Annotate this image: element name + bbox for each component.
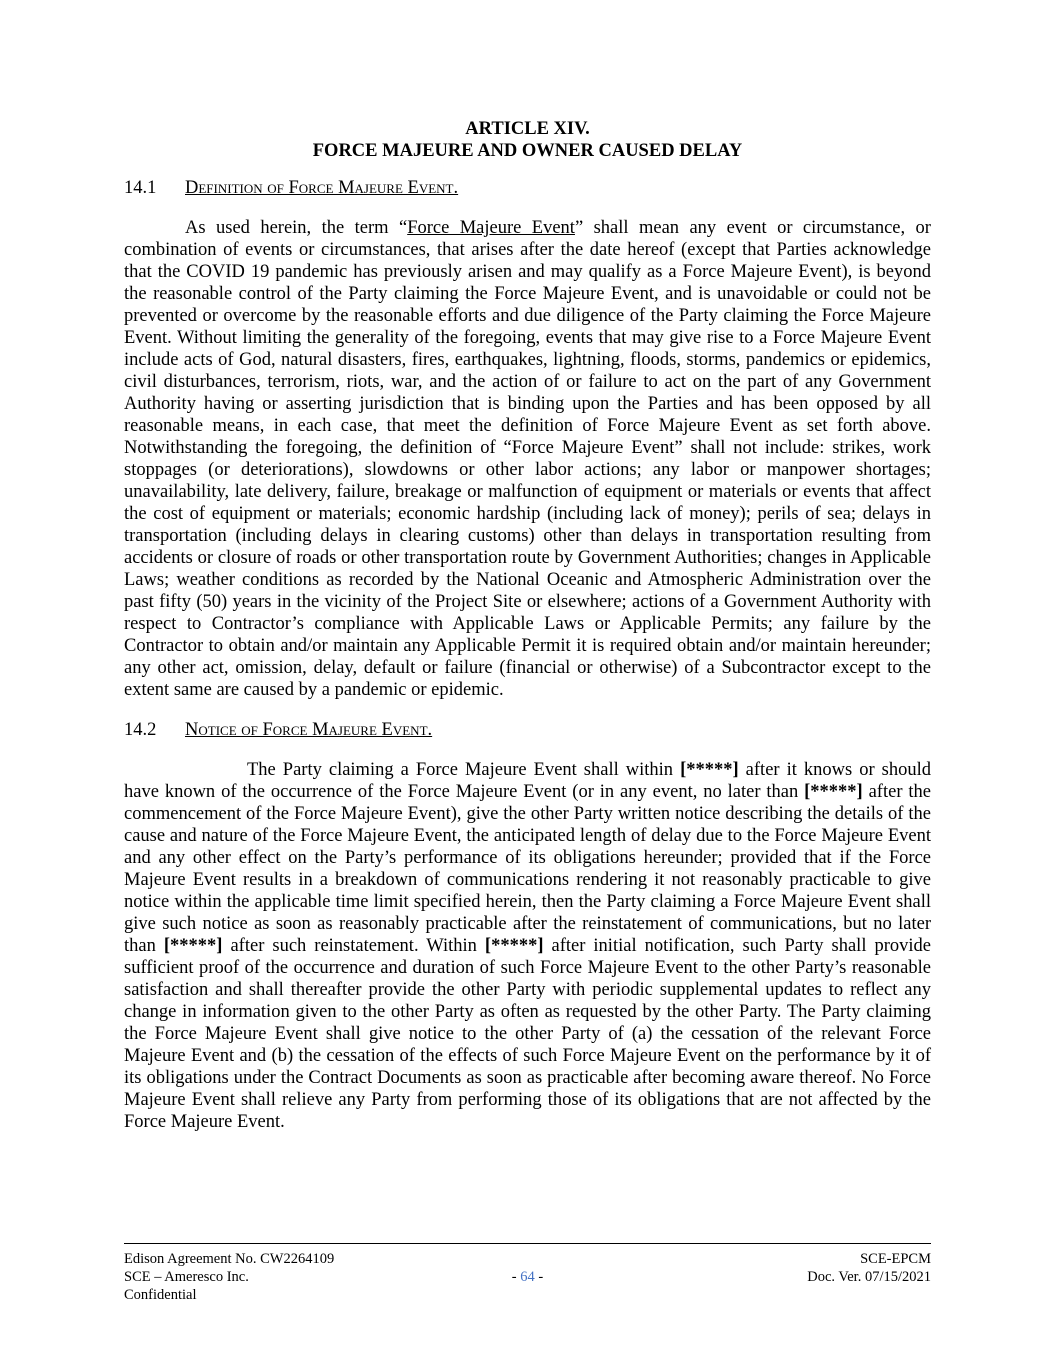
footer-grid [124,1250,931,1304]
text-segment: The Party claiming a Force Majeure Event shall within [247,760,681,780]
article-subtitle: FORCE MAJEURE AND OWNER CAUSED DELAY [312,141,743,161]
footer-doc-version: Doc. Ver. 07/15/2021 [807,1269,931,1285]
text-segment: after such reinstatement. Within [222,936,485,956]
section-heading-14-2 [124,719,931,741]
text-segment: Force Majeure Event [407,218,575,238]
text-segment: [*****] [804,782,863,802]
footer-confidential: Confidential [124,1287,197,1303]
footer-left-block [124,1250,512,1304]
page-number: 64 [520,1269,535,1285]
article-header [124,118,931,162]
section-number-14-2: 14.2 [124,720,157,740]
paragraph-notice-of-force-majeure [124,759,931,1133]
footer-divider [124,1243,931,1244]
footer-parties: SCE – Ameresco Inc. [124,1269,249,1285]
text-segment: after the commencement of the Force Majeure Event), give the other Party written notice describing the details of the cause and nature of the Force Majeure Event, the anticipated length of delay due to the Force Majeure Event and any other effect on the Party’s performance of its obligations hereunder; provided that if the Force Majeure Event results in a breakdown of communications rendering it not reasonably practicable to give notice within the applicable time limit specified herein, then the Party claiming a Force Majeure Event shall give such notice as soon as reasonably practicable after the reinstatement of communications, but no later than [124,782,931,956]
page-footer [124,1243,931,1304]
text-segment: after initial notification, such Party shall provide sufficient proof of the occurrence and duration of such Force Majeure Event to the other Party’s reasonable satisfaction and shall thereafter provide the other Party with periodic supplemental updates to reflect any change in information given to the other Party as often as requested by the other Party. The Party claiming the Force Majeure Event shall give notice to the other Party of (a) the cessation of the relevant Force Majeure Event and (b) the cessation of the effects of such Force Majeure Event on the performance by it of its obligations under the Contract Documents as soon as practicable after becoming aware thereof. No Force Majeure Event shall relieve any Party from performing those of its obligations that are not affected by the Force Majeure Event. [124,936,931,1132]
section-title-14-1: Definition of Force Majeure Event. [185,178,459,198]
footer-center-block [512,1268,543,1304]
section-number-14-1: 14.1 [124,178,157,198]
section-title-14-2: Notice of Force Majeure Event. [185,720,433,740]
footer-agreement-number: Edison Agreement No. CW2264109 [124,1251,335,1267]
footer-right-block [543,1250,931,1304]
text-segment: after it knows or should have known of the occurrence of the Force Majeure Event (or in any event, no later than [124,760,931,802]
text-segment: [*****] [680,760,739,780]
text-segment: ” shall mean any event or circumstance, or combination of events or circumstances, that arises after the date hereof (except that Parties acknowledge that the COVID 19 pandemic has previously arisen and may qualify as a Force Majeure Event), is beyond the reasonable control of the Party claiming the Force Majeure Event, and is unavoidable or could not be prevented or overcome by the reasonable efforts and due diligence of the Party claiming the Force Majeure Event. Without limiting the generality of the foregoing, events that may give rise to a Force Majeure Event include acts of God, natural disasters, fires, earthquakes, lightning, floods, storms, pandemics or epidemics, civil disturbances, terrorism, riots, war, and the action of or failure to act on the part of any Government Authority having or asserting jurisdiction that is binding upon the Parties and has been opposed by all reasonable means, in each case, that meet the definition of Force Majeure Event as set forth above. Notwithstanding the foregoing, the definition of “Force Majeure Event” shall not include: strikes, work stoppages (or deteriorations), slowdowns or other labor actions; any labor or manpower shortages; unavailability, late delivery, failure, breakage or malfunction of equipment or materials or events that affect the cost of equipment or materials; economic hardship (including lack of money); perils of sea; delays in transportation (including delays in clearing customs) other than delays in transportation resulting from accidents or closure of roads or other transportation route by Government Authorities; changes in Applicable Laws; weather conditions as recorded by the National Oceanic and Atmospheric Administration over the past fifty (50) years in the vicinity of the Project Site or elsewhere; actions of a Government Authority with respect to Contractor’s compliance with Applicable Laws or Applicable Permits; any failure by the Contractor to obtain and/or maintain any Applicable Permit it is required obtain and/or maintain hereunder; any other act, omission, delay, default or failure (financial or otherwise) of a Subcontractor except to the extent same are caused by a pandemic or epidemic. [124,218,931,700]
section-heading-14-1 [124,177,931,199]
article-title: ARTICLE XIV. [465,119,590,139]
text-segment: [*****] [163,936,223,956]
page-number-prefix: - [511,1269,521,1285]
text-segment: As used herein, the term “ [185,218,408,238]
page-number-suffix: - [534,1269,544,1285]
text-segment: [*****] [484,936,544,956]
footer-doc-code: SCE-EPCM [860,1251,931,1267]
paragraph-definition-of-force-majeure [124,217,931,701]
